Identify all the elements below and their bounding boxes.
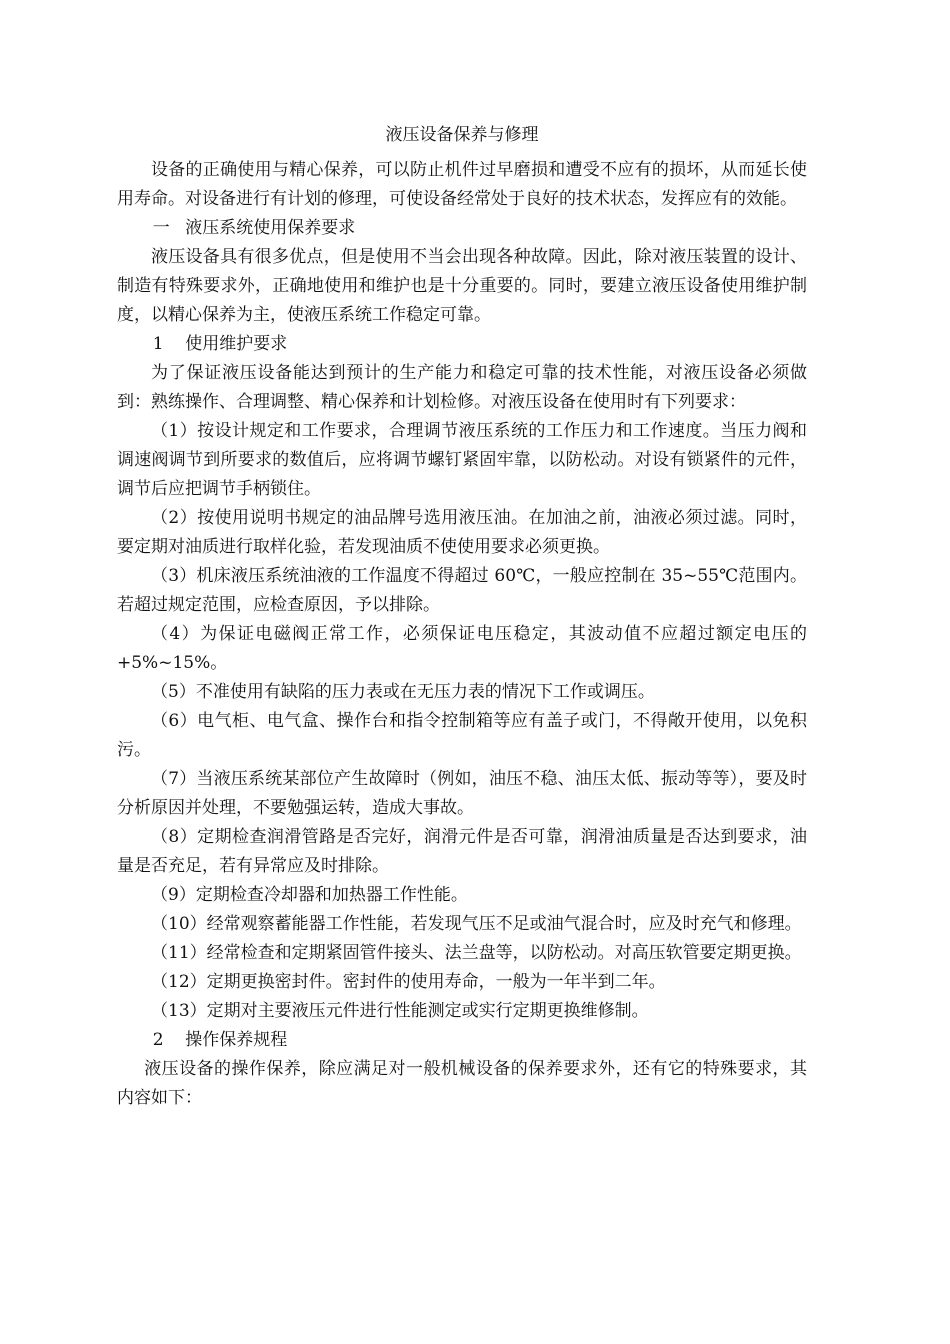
subsection-heading-text: 使用维护要求 — [185, 334, 288, 354]
document-page — [117, 120, 807, 1113]
subsection-paragraph: 为了保证液压设备能达到预计的生产能力和稳定可靠的技术性能，对液压设备必须做到：熟练操作、合理调整、精心保养和计划检修。对液压设备在使用时有下列要求： — [117, 363, 807, 412]
section-heading — [117, 214, 807, 243]
subsection-paragraph: 液压设备的操作保养，除应满足对一般机械设备的保养要求外，还有它的特殊要求，其内容如下： — [117, 1059, 807, 1108]
list-item: （2）按使用说明书规定的油品牌号选用液压油。在加油之前，油液必须过滤。同时，要定期对油质进行取样化验，若发现油质不使使用要求必须更换。 — [117, 508, 807, 557]
list-item: （8）定期检查润滑管路是否完好，润滑元件是否可靠，润滑油质量是否达到要求，油量是否充足，若有异常应及时排除。 — [117, 827, 807, 876]
list-item: （9）定期检查冷却器和加热器工作性能。 — [151, 885, 468, 905]
document-title: 液压设备保养与修理 — [385, 125, 539, 145]
requirements-list — [117, 417, 807, 1026]
subsection-heading-text: 操作保养规程 — [185, 1030, 288, 1050]
list-item: （12）定期更换密封件。密封件的使用寿命，一般为一年半到二年。 — [151, 972, 666, 992]
list-item: （6）电气柜、电气盒、操作台和指令控制箱等应有盖子或门，不得敞开使用，以免积污。 — [117, 711, 807, 760]
section-paragraph: 液压设备具有很多优点，但是使用不当会出现各种故障。因此，除对液压装置的设计、制造有特殊要求外，正确地使用和维护也是十分重要的。同时，要建立液压设备使用维护制度，以精心保养为主，使液压系统工作稳定可靠。 — [117, 247, 807, 325]
section-heading-text: 液压系统使用保养要求 — [185, 218, 356, 238]
intro-paragraph: 设备的正确使用与精心保养，可以防止机件过早磨损和遭受不应有的损坏，从而延长使用寿命。对设备进行有计划的修理，可使设备经常处于良好的技术状态，发挥应有的效能。 — [117, 160, 807, 209]
subsection-number: 2 — [152, 1030, 164, 1050]
list-item: （4）为保证电磁阀正常工作，必须保证电压稳定，其波动值不应超过额定电压的+5%~15%。 — [117, 624, 807, 673]
section-number: 一 — [152, 218, 170, 238]
list-item: （1）按设计规定和工作要求，合理调节液压系统的工作压力和工作速度。当压力阀和调速阀调节到所要求的数值后，应将调节螺钉紧固牢靠，以防松动。对设有锁紧件的元件，调节后应把调节手柄锁住。 — [117, 421, 807, 499]
subsection-number: 1 — [152, 334, 164, 354]
list-item: （10）经常观察蓄能器工作性能，若发现气压不足或油气混合时，应及时充气和修理。 — [151, 914, 802, 934]
list-item: （5）不准使用有缺陷的压力表或在无压力表的情况下工作或调压。 — [151, 682, 655, 702]
subsection-heading — [117, 1026, 807, 1055]
list-item: （7）当液压系统某部位产生故障时（例如，油压不稳、油压太低、振动等等），要及时分析原因并处理，不要勉强运转，造成大事故。 — [117, 769, 807, 818]
list-item: （11）经常检查和定期紧固管件接头、法兰盘等，以防松动。对高压软管要定期更换。 — [151, 943, 802, 963]
list-item: （13）定期对主要液压元件进行性能测定或实行定期更换维修制。 — [151, 1001, 649, 1021]
list-item: （3）机床液压系统油液的工作温度不得超过 60℃，一般应控制在 35~55℃范围内。若超过规定范围，应检查原因，予以排除。 — [117, 566, 807, 615]
subsection-heading — [117, 330, 807, 359]
